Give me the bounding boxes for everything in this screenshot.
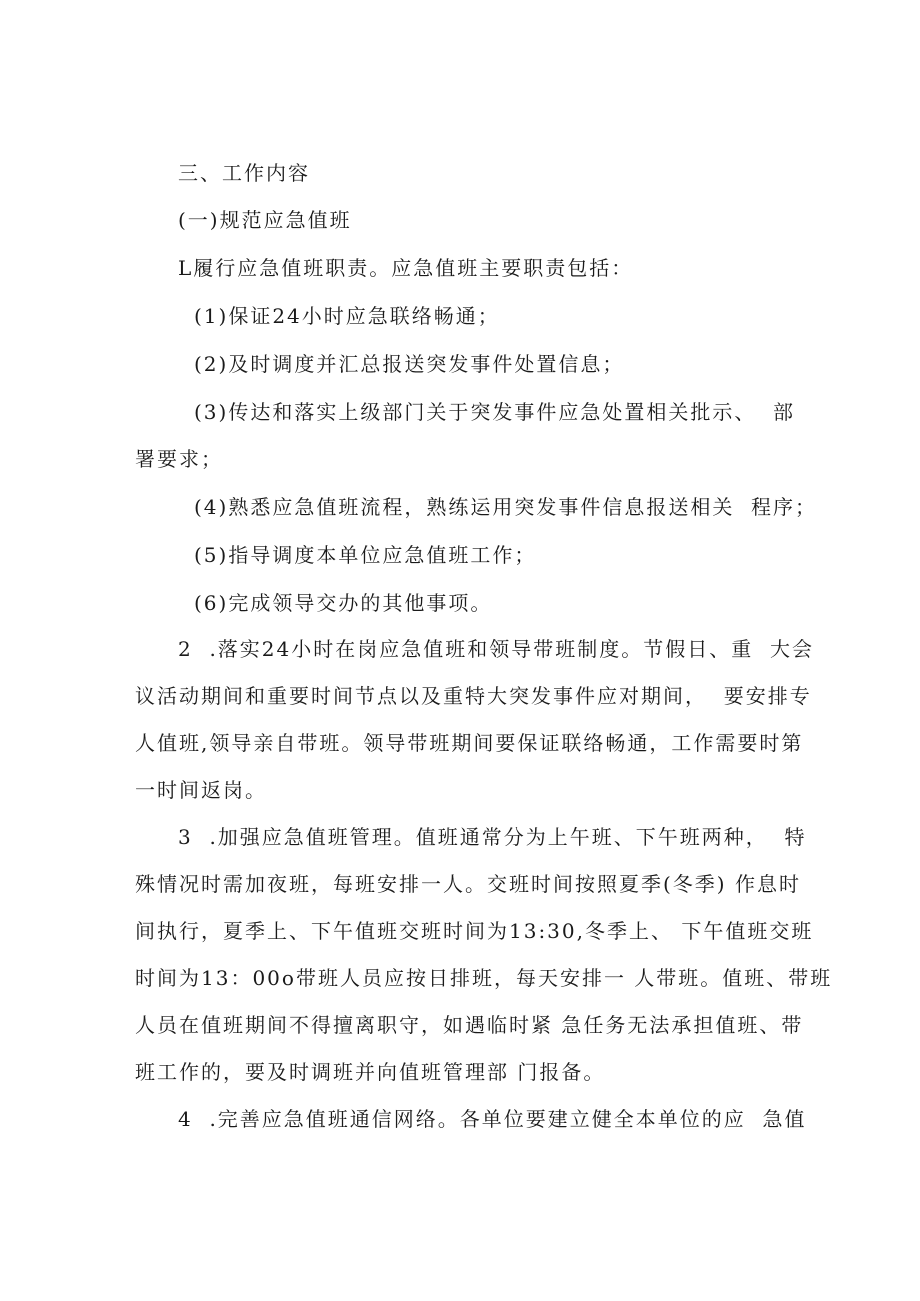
duty-line: (3)传达和落实上级部门关于突发事件应急处置相关批示、 部	[194, 400, 796, 424]
paragraph-line: 时间为13：00o带班人员应按日排班，每天安排一 人带班。值班、带班	[135, 966, 833, 990]
subsection-heading: (一)规范应急值班	[178, 208, 352, 232]
duty-line: (5)指导调度本单位应急值班工作；	[194, 543, 537, 567]
paragraph-line: 3 .加强应急值班管理。值班通常分为上午班、下午班两种， 特	[178, 825, 807, 849]
duty-line: 署要求；	[135, 447, 223, 471]
duty-line: (6)完成领导交办的其他事项。	[194, 591, 493, 615]
paragraph-line: 2 .落实24小时在岗应急值班和领导带班制度。节假日、重 大会	[178, 637, 814, 661]
paragraph-line: 4 .完善应急值班通信网络。各单位要建立健全本单位的应 急值	[178, 1107, 807, 1131]
paragraph-line: 一时间返岗。	[135, 778, 267, 802]
paragraph-line: 人员在值班期间不得擅离职守，如遇临时紧 急任务无法承担值班、带	[135, 1013, 804, 1037]
paragraph-line: 人值班,领导亲自带班。领导带班期间要保证联络畅通，工作需要时第	[135, 731, 804, 755]
paragraph-line: 班工作的，要及时调班并向值班管理部 门报备。	[135, 1060, 606, 1084]
item1-intro: L履行应急值班职责。应急值班主要职责包括：	[178, 256, 634, 280]
section-heading: 三、工作内容	[178, 161, 310, 185]
duty-line: (4)熟悉应急值班流程，熟练运用突发事件信息报送相关 程序；	[194, 495, 818, 519]
duty-line: (2)及时调度并汇总报送突发事件处置信息；	[194, 352, 625, 376]
paragraph-line: 殊情况时需加夜班，每班安排一人。交班时间按照夏季(冬季) 作息时	[135, 872, 801, 896]
paragraph-line: 议活动期间和重要时间节点以及重特大突发事件应对期间， 要安排专	[135, 684, 812, 708]
paragraph-line: 间执行，夏季上、下午值班交班时间为13:30,冬季上、 下午值班交班	[135, 919, 814, 943]
duty-line: (1)保证24小时应急联络畅通；	[194, 304, 500, 328]
